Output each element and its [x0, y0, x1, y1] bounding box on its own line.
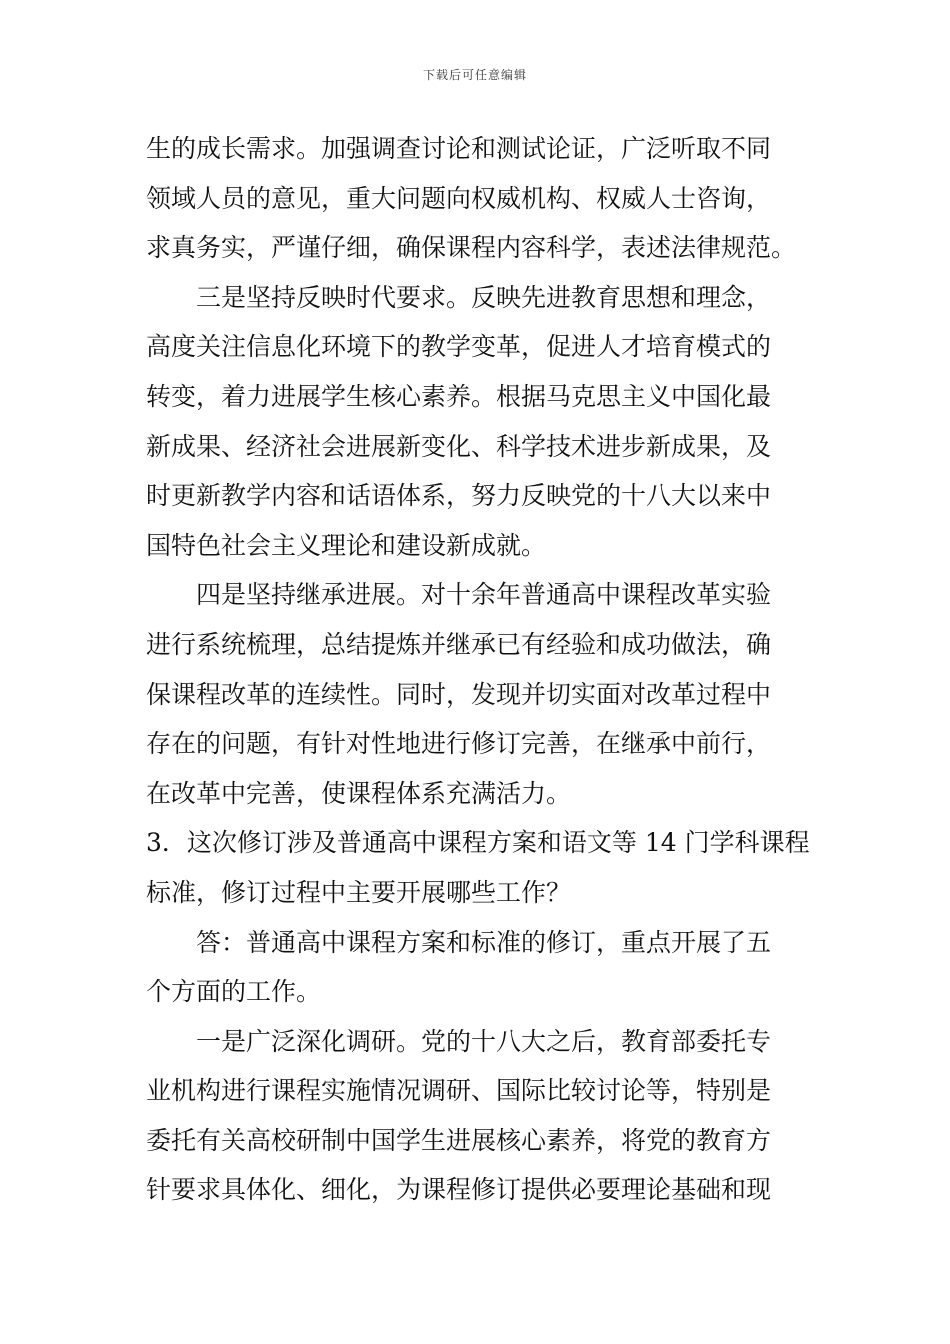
question-heading: 3．这次修订涉及普通高中课程方案和语文等 14 门学科课程	[146, 828, 810, 858]
text-line: 时更新教学内容和话语体系，努力反映党的十八大以来中	[146, 481, 772, 511]
text-line: 领域人员的意见，重大问题向权威机构、权威人士咨询，	[146, 183, 772, 213]
text-line: 委托有关高校研制中国学生进展核心素养，将党的教育方	[146, 1125, 772, 1155]
text-line: 个方面的工作。	[146, 977, 322, 1007]
question-heading: 标准，修订过程中主要开展哪些工作？	[146, 877, 572, 907]
text-line: 进行系统梳理，总结提炼并继承已有经验和成功做法，确	[146, 629, 772, 659]
text-line: 答：普通高中课程方案和标准的修订，重点开展了五	[196, 927, 772, 957]
document-body	[146, 124, 818, 1215]
text-line: 一是广泛深化调研。党的十八大之后，教育部委托专	[196, 1026, 772, 1056]
text-line: 求真务实，严谨仔细，确保课程内容科学，表述法律规范。	[146, 233, 797, 263]
text-line: 新成果、经济社会进展新变化、科学技术进步新成果，及	[146, 431, 772, 461]
text-line: 转变，着力进展学生核心素养。根据马克思主义中国化最	[146, 381, 772, 411]
text-line: 存在的问题，有针对性地进行修订完善，在继承中前行，	[146, 729, 772, 759]
text-line: 生的成长需求。加强调查讨论和测试论证，广泛听取不同	[146, 134, 772, 163]
text-line: 在改革中完善，使课程体系充满活力。	[146, 778, 572, 808]
text-line: 高度关注信息化环境下的教学变革，促进人才培育模式的	[146, 332, 772, 362]
text-line: 业机构进行课程实施情况调研、国际比较讨论等，特别是	[146, 1076, 772, 1106]
text-line: 四是坚持继承进展。对十余年普通高中课程改革实验	[196, 580, 772, 610]
text-line: 三是坚持反映时代要求。反映先进教育思想和理念，	[196, 282, 772, 312]
text-line: 保课程改革的连续性。同时，发现并切实面对改革过程中	[146, 679, 772, 709]
text-line: 针要求具体化、细化，为课程修订提供必要理论基础和现	[146, 1175, 772, 1205]
page-header-note: 下载后可任意编辑	[422, 68, 527, 82]
text-line: 国特色社会主义理论和建设新成就。	[146, 530, 547, 560]
